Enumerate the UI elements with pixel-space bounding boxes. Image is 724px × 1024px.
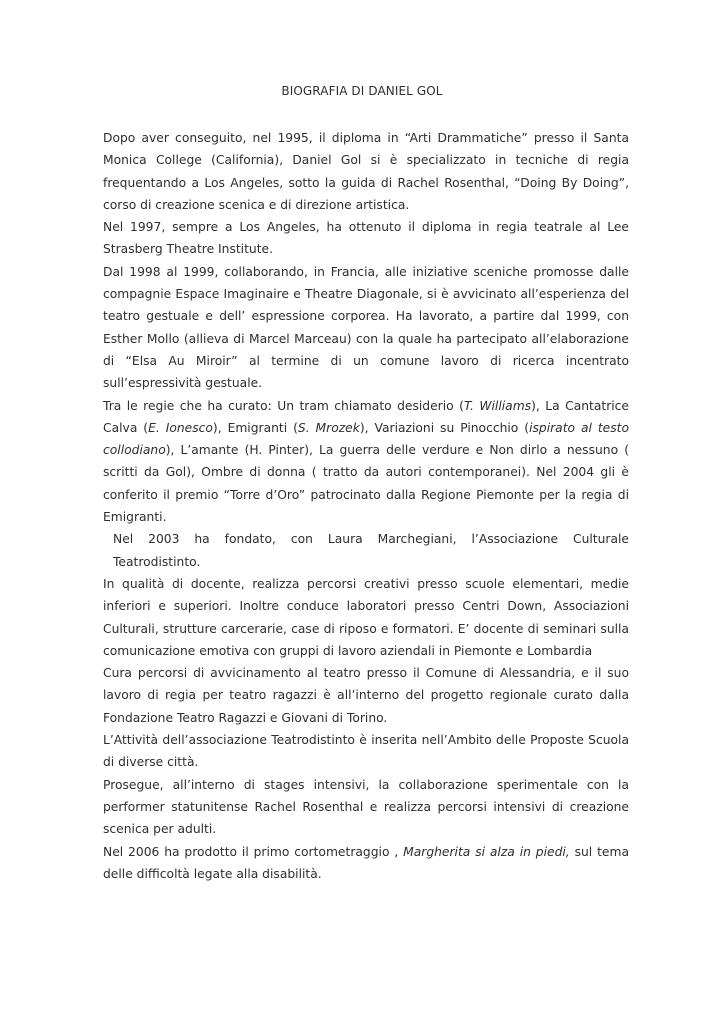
text-span: sul tema delle difficoltà legate alla disabilità. xyxy=(103,844,629,881)
paragraph-france: Dal 1998 al 1999, collaborando, in Francia, alle iniziative sceniche promosse dalle compagnie Espace Imaginaire e Theatre Diagonale, si è avvicinato all’esperienza del teatro gestuale e dell’ espressione corporea. Ha lavorato, a partire dal 1999, con Esther Mollo (allieva di Marcel Marceau) con la quale ha partecipato all’elaborazione di “Elsa Au Miroir” al termine di un comune lavoro di ricerca incentrato sull’espressività gestuale. xyxy=(103,264,629,391)
inspiration-collodi: ispirato al testo collodiano xyxy=(103,420,630,458)
text-span: ), Variazioni su Pinocchio ( xyxy=(359,420,530,435)
paragraph-alessandria: Cura percorsi di avvicinamento al teatro presso il Comune di Alessandria, e il suo lavoro di regia per teatro ragazzi è all’interno del progetto regionale curato dalla Fondazione Teatro Ragazzi e Giovani di Torino. xyxy=(103,666,629,725)
paragraph-stages: Prosegue, all’interno di stages intensivi, la collaborazione sperimentale con la performer statunitense Rachel Rosenthal e realizza percorsi intensivi di creazione scenica per adulti. xyxy=(103,777,629,837)
text-span: ), L’amante (H. Pinter), La guerra delle verdure e Non dirlo a nessuno ( scritti da Gol), Ombre di donna ( tratto da autori contemporanei). Nel 2004 gli è conferito il premio “Torre d’Oro” patrocinato dalla Regione Piemonte per la regia di Emigranti. xyxy=(103,443,629,525)
text-span: Tra le regie che ha curato: Un tram chiamato desiderio ( xyxy=(103,398,464,413)
document-title: BIOGRAFIA DI DANIEL GOL xyxy=(281,84,443,98)
paragraph-short-film xyxy=(103,841,629,886)
film-title: Margherita si alza in piedi, xyxy=(403,844,570,859)
author-ionesco: E. Ionesco xyxy=(148,420,213,435)
paragraph-diploma: Nel 1997, sempre a Los Angeles, ha ottenuto il diploma in regia teatrale al Lee Strasberg Theatre Institute. xyxy=(103,220,629,257)
text-span: ), La Cantatrice Calva ( xyxy=(103,398,629,435)
text-span: Nel 2006 ha prodotto il primo cortometraggio , xyxy=(103,844,404,859)
paragraph-teaching: In qualità di docente, realizza percorsi creativi presso scuole elementari, medie inferiori e superiori. Inoltre conduce laboratori presso Centri Down, Associazioni Culturali, strutture carcerarie, case di riposo e formatori. E’ docente di seminari sulla comunicazione emotiva con gruppi di lavoro aziendali in Piemonte e Lombardia xyxy=(103,576,629,658)
text-span: ), Emigranti ( xyxy=(212,420,298,435)
paragraph-association: L’Attività dell’associazione Teatrodistinto è inserita nell’Ambito delle Proposte Scuola di diverse città. xyxy=(103,733,629,770)
paragraph-founding: Nel 2003 ha fondato, con Laura Marchegiani, l’Associazione Culturale Teatrodistinto. xyxy=(113,532,629,569)
author-williams: T. Williams xyxy=(463,398,532,413)
author-mrozek: S. Mrozek xyxy=(297,420,360,435)
document-body xyxy=(103,127,629,885)
paragraph-directions xyxy=(103,395,629,529)
paragraph-education: Dopo aver conseguito, nel 1995, il diploma in “Arti Drammatiche” presso il Santa Monica College (California), Daniel Gol si è specializzato in tecniche di regia frequentando a Los Angeles, sotto la guida di Rachel Rosenthal, “Doing By Doing”, corso di creazione scenica e di direzione artistica. xyxy=(103,131,629,212)
